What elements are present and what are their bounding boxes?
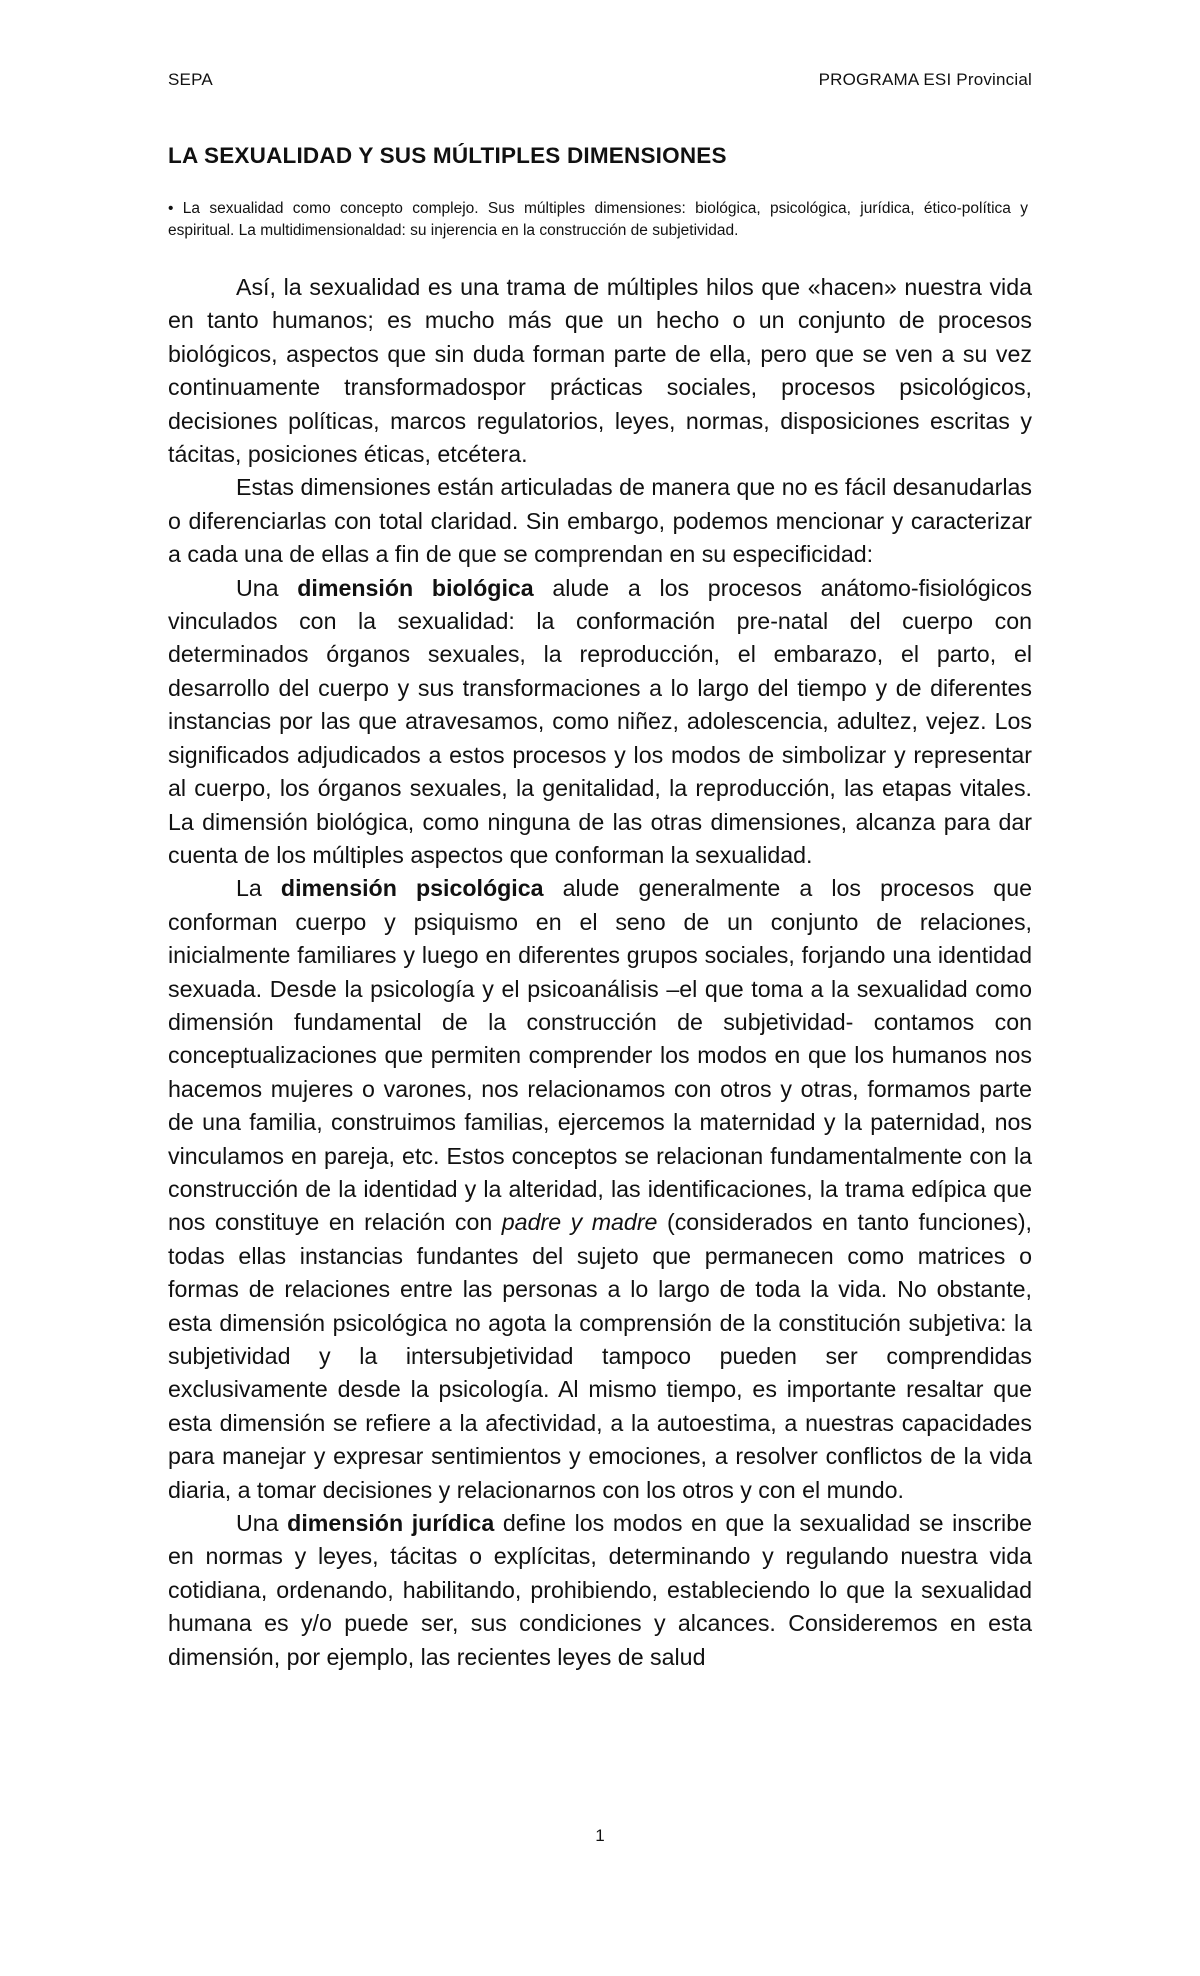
- paragraph: Así, la sexualidad es una trama de múltiples hilos que «hacen» nuestra vida en tanto humanos; es mucho más que un hecho o un conjunto de procesos biológicos, aspectos que sin duda forman parte de ella, pero que se ven a su vez continuamente transformadospor prácticas sociales, procesos psicológicos, decisiones políticas, marcos regulatorios, leyes, normas, disposiciones escritas y tácitas, posiciones éticas, etcétera.: [168, 274, 1032, 468]
- term-biological: dimensión biológica: [297, 574, 534, 601]
- italic-phrase: padre y madre: [501, 1209, 658, 1236]
- paragraph-psychological: La dimensión psicológica alude generalmente a los procesos que conforman cuerpo y psiquismo en el seno de un conjunto de relaciones, inicialmente familiares y luego en diferentes grupos sociales, forjando una identidad sexuada. Desde la psicología y el psicoanálisis –el que toma a la sexualidad como dimensión fundamental de la construcción de subjetividad- contamos con conceptualizaciones que permiten comprender los modos en que los humanos nos hacemos mujeres o varones, nos relacionamos con otros y otras, formamos parte de una familia, construimos familias, ejercemos la maternidad y la paternidad, nos vinculamos en pareja, etc. Estos conceptos se relacionan fundamentalmente con la construcción de la identidad y la alteridad, las identificaciones, la trama edípica que nos constituye en relación con padre y madre (considerados en tanto funciones), todas ellas instancias fundantes del sujeto que permanecen como matrices o formas de relaciones entre las personas a lo largo de toda la vida. No obstante, esta dimensión psicológica no agota la comprensión de la constitución subjetiva: la subjetividad y la intersubjetividad tampoco pueden ser comprendidas exclusivamente desde la psicología. Al mismo tiempo, es importante resaltar que esta dimensión se refiere a la afectividad, a la autoestima, a nuestras capacidades para manejar y expresar sentimientos y emociones, a resolver conflictos de la vida diaria, a tomar decisiones y relacionarnos con los otros y con el mundo.: [168, 875, 1032, 1503]
- document-title: LA SEXUALIDAD Y SUS MÚLTIPLES DIMENSIONES: [168, 143, 727, 168]
- header-left: SEPA: [168, 70, 213, 89]
- page-number: 1: [595, 1826, 605, 1845]
- topics-summary: • La sexualidad como concepto complejo. Sus múltiples dimensiones: biológica, psicológica, jurídica, ético-política y espiritual. La multidimensionaldad: su injerencia en la construcción de subjetividad.: [168, 200, 1028, 239]
- paragraph: Estas dimensiones están articuladas de manera que no es fácil desanudarlas o diferenciarlas con total claridad. Sin embargo, podemos mencionar y caracterizar a cada una de ellas a fin de que se comprendan en su especificidad:: [168, 474, 1032, 568]
- term-psychological: dimensión psicológica: [280, 875, 544, 902]
- paragraph-biological: Una dimensión biológica alude a los procesos anátomo-fisiológicos vinculados con la sexualidad: la conformación pre-natal del cuerpo con determinados órganos sexuales, la reproducción, el embarazo, el parto, el desarrollo del cuerpo y sus transformaciones a lo largo del tiempo y de diferentes instancias por las que atravesamos, como niñez, adolescencia, adultez, vejez. Los significados adjudicados a estos procesos y los modos de simbolizar y representar al cuerpo, los órganos sexuales, la genitalidad, la reproducción, las etapas vitales. La dimensión biológica, como ninguna de las otras dimensiones, alcanza para dar cuenta de los múltiples aspectos que conforman la sexualidad.: [168, 574, 1032, 868]
- running-header: [168, 70, 1032, 94]
- paragraph-legal: Una dimensión jurídica define los modos en que la sexualidad se inscribe en normas y leyes, tácitas o explícitas, determinando y regulando nuestra vida cotidiana, ordenando, habilitando, prohibiendo, estableciendo lo que la sexualidad humana es y/o puede ser, sus condiciones y alcances. Consideremos en esta dimensión, por ejemplo, las recientes leyes de salud: [168, 1510, 1032, 1670]
- body-text: [168, 271, 1032, 1674]
- header-right: PROGRAMA ESI Provincial: [818, 70, 1032, 89]
- term-legal: dimensión jurídica: [287, 1510, 495, 1537]
